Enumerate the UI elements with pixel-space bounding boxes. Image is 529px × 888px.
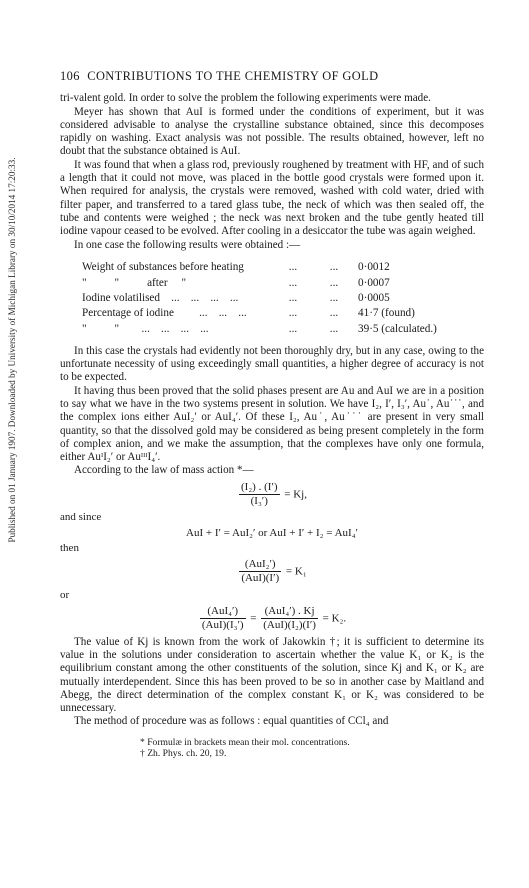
library-download-note [2, 90, 22, 610]
denominator: (AuI)(I₂)(I′) [263, 619, 316, 632]
paragraph-1: tri-valent gold. In order to solve the problem the following experiments were made. [60, 92, 431, 105]
row-leader: ... [329, 322, 339, 335]
row-leader: ... [288, 307, 298, 320]
denominator: (AuI)(I′) [241, 572, 280, 585]
table-row [82, 306, 437, 321]
row-label: Percentage of iodine ... ... ... [82, 307, 247, 320]
equation-kj [60, 481, 484, 509]
reaction-equation: AuI + I′ = AuI₂′ or AuI + I′ + I₂ = AuI₄′ [186, 526, 358, 539]
equation-k1 [60, 558, 484, 586]
row-leader: ... [288, 292, 298, 304]
paragraph-8: The value of Kj is known from the work of Jakowkin †; it is sufficient to determine its value in the solutions under consideration to ascertain whether the value K₁ or K₂ is the equilibrium constant among the other constituents of the solution, since Kj and K₁ or K₂ are mutually interdependent. Since this has been proved to be so in another case by Maitland and Abegg, the direct determination of the complex constant K₁ or K₂ was considered to be unnecessary. [60, 635, 484, 715]
paragraph-4: In one case the following results were obtained :— [74, 238, 301, 251]
row-leader: ... [288, 261, 298, 274]
denominator: (AuI)(I₃′) [201, 619, 244, 632]
row-label: " " after " [82, 276, 187, 289]
numerator: (I₂) . (I′) [239, 481, 279, 495]
fraction [200, 605, 246, 633]
fraction [239, 481, 279, 509]
row-value: 0·0007 [358, 276, 390, 289]
row-value: 0·0005 [358, 292, 390, 304]
chapter-title: CONTRIBUTIONS TO THE CHEMISTRY OF GOLD [87, 69, 379, 83]
equation-rhs: = K₁ [285, 565, 307, 578]
paragraph-9: The method of procedure was as follows : equal quantities of CCl₄ and [74, 715, 389, 728]
table-row [82, 275, 437, 290]
row-leader: ... [329, 276, 339, 289]
row-leader: ... [329, 292, 339, 304]
paragraph-2: Meyer has shown that AuI is formed under the conditions of experiment, but it was considered advisable to analyse the crystalline substance obtained, since this decomposes rapidly on washing. Exact analysis was not possible. The results obtained, however, left no doubt that the substance obtained is AuI. [60, 105, 484, 158]
row-label: Iodine volatilised ... ... ... ... [82, 292, 239, 304]
numerator: (AuI₄′) . Kj [261, 605, 318, 619]
row-value: 0·0012 [358, 261, 390, 274]
numerator: (AuI₂′) [239, 558, 281, 572]
row-value: 41·7 (found) [358, 307, 415, 320]
page-body [60, 70, 484, 760]
table-row [82, 260, 437, 275]
equation-k2 [60, 605, 484, 633]
results-table [82, 260, 437, 337]
download-stamp-text: Published on 01 January 1907. Downloaded by University of Michigan Library on 30/10/2014 17:20:33. [7, 157, 17, 543]
paragraph-6: It having thus been proved that the solid phases present are Au and AuI we are in a position to say what we have in the two systems present in solution. We have I₂, I′, I₃′, Au˙, Au˙˙˙, and the complex ions either AuI₂′ or AuI₄′. Of these I₂, Au˙, Au˙˙˙ are present in very small quantity, so that the dissolved gold may be considered as being present completely in the form of complex anion, and we make the assumption, that the complexes have only one formula, either AuᴵI₂′ or AuᴵᴵᴵI₄′. [60, 384, 484, 464]
table-row [82, 321, 437, 336]
then-label: then [60, 541, 79, 554]
fraction [239, 558, 281, 586]
paragraph-3: It was found that when a glass rod, previously roughened by treatment with HF, and of such a length that it could not move, was placed in the bottle good crystals were formed upon it. When required for analysis, the crystals were removed, washed with cold water, dried with filter paper, and transferred to a tared glass tube, the neck of which was then sealed off, the tube and contents were weighed ; the neck was next broken and the tube gently heated till iodine vapour ceased to be evolved. After cooling in a desiccator the tube was again weighed. [60, 158, 484, 238]
row-label: " " ... ... ... ... [82, 322, 209, 335]
paragraph-7: According to the law of mass action *— [74, 464, 254, 477]
footnote-formulae: * Formulæ in brackets mean their mol. concentrations. [140, 736, 350, 748]
row-label: Weight of substances before heating [82, 261, 244, 274]
table-row [82, 291, 437, 306]
page-number: 106 [60, 69, 80, 83]
row-leader: ... [288, 276, 298, 289]
footnote-reference: † Zh. Phys. ch. 20, 19. [140, 748, 227, 760]
and-since-label: and since [60, 511, 102, 524]
equals-sign: = [250, 612, 257, 625]
or-label: or [60, 588, 70, 601]
row-leader: ... [329, 261, 339, 274]
denominator: (I₃′) [250, 495, 268, 507]
footnotes [60, 737, 484, 760]
fraction [261, 605, 318, 633]
running-head [60, 70, 484, 83]
row-leader: ... [329, 307, 339, 320]
row-value: 39·5 (calculated.) [358, 322, 437, 335]
row-leader: ... [288, 322, 298, 335]
numerator: (AuI₄′) [200, 605, 246, 619]
paragraph-5: In this case the crystals had evidently not been thoroughly dry, but in any case, owing to the unfortunate necessity of using exceedingly small quantities, a higher degree of accuracy is not to be expected. [60, 344, 484, 384]
equation-rhs: = Kj, [284, 488, 307, 501]
equation-rhs: = K₂. [322, 612, 347, 625]
